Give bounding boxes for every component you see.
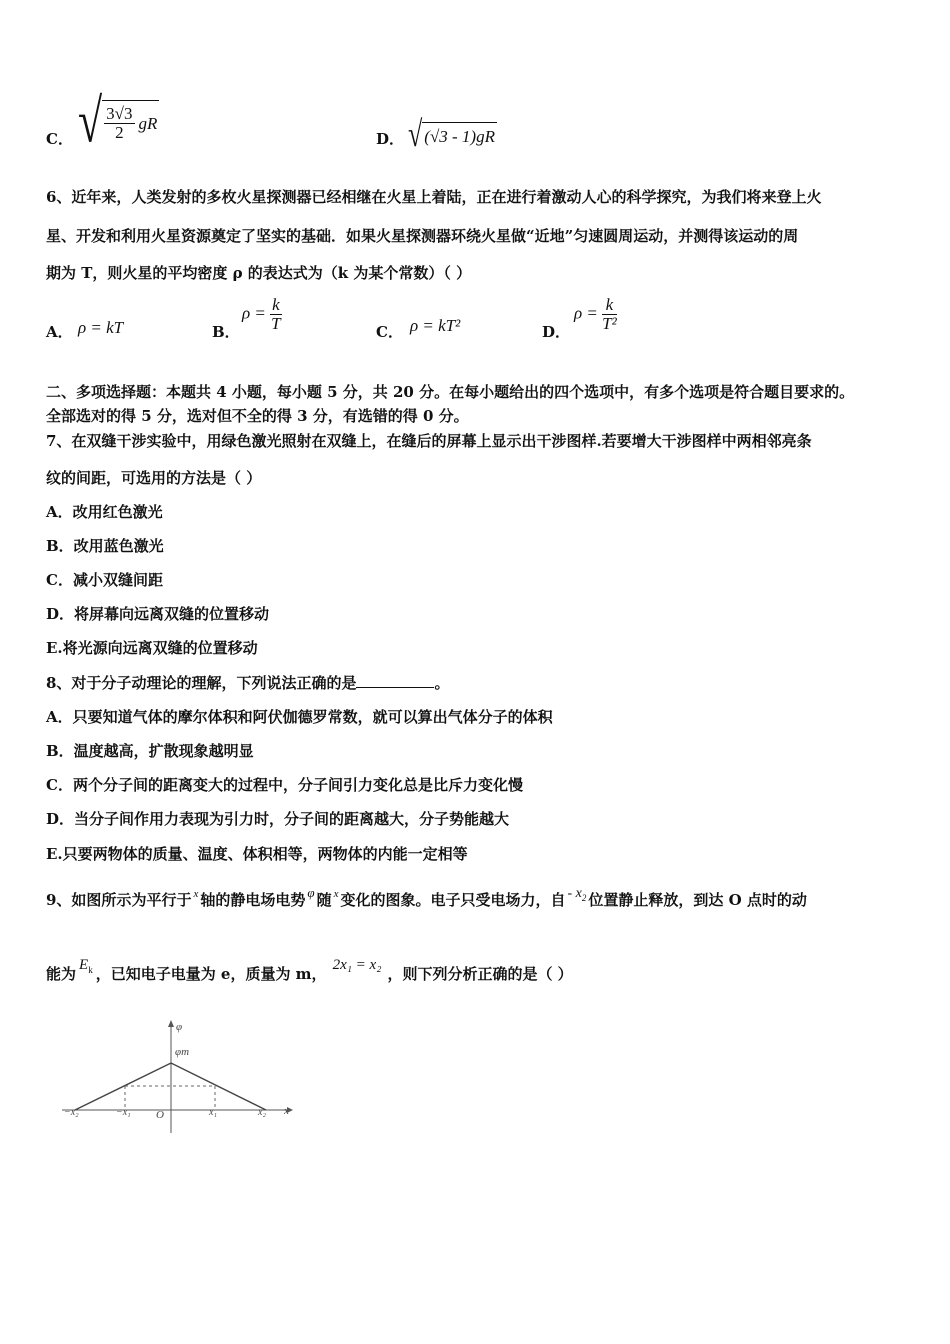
q7-option-c: C．减小双缝间距	[46, 571, 163, 589]
q6-b-lhs: ρ =	[242, 303, 266, 323]
tick-x1: x₁	[209, 1107, 217, 1118]
q9-x-symbol-2: x	[333, 888, 339, 900]
potential-graph	[55, 1015, 305, 1140]
y-axis-arrow	[168, 1020, 174, 1027]
q6-d-den: T²	[602, 314, 617, 333]
q9-text-7: ，已知电子电量为 e，质量为 m，	[95, 965, 327, 983]
q7-option-b: B．改用蓝色激光	[46, 537, 164, 555]
q9-relation: 2x₁ = x₂	[332, 957, 382, 973]
q8-stem-text: 8、对于分子动理论的理解，下列说法正确的是	[46, 674, 357, 692]
x-axis-label: x	[284, 1105, 289, 1117]
q8-option-b: B．温度越高，扩散现象越明显	[46, 742, 254, 760]
q6-stem-line1: 6、近年来，人类发射的多枚火星探测器已经相继在火星上着陆，正在进行着激动人心的科学探究，为我们将来登上火	[46, 188, 822, 206]
q9-ek-symbol: E	[79, 957, 89, 973]
q6-b-num: k	[272, 295, 280, 314]
q9-ek-sub: k	[88, 965, 93, 975]
q8-answer-blank	[356, 673, 434, 688]
q8-option-a: A．只要知道气体的摩尔体积和阿伏伽德罗常数，就可以算出气体分子的体积	[46, 708, 553, 726]
q5-option-c-expression: √ $\frac{3√3}{2}$ gR	[78, 87, 158, 156]
q7-stem-line2: 纹的间距，可选用的方法是（ ）	[46, 469, 262, 487]
q7-option-e: E.将光源向远离双缝的位置移动	[46, 639, 258, 657]
q9-neg-x2-sub: 2	[581, 892, 587, 903]
q6-d-lhs: ρ =	[574, 303, 598, 323]
q9-text-8: ，则下列分析正确的是（ ）	[387, 965, 573, 983]
q7-option-a: A．改用红色激光	[46, 503, 163, 521]
q8-option-e: E.只要两物体的质量、温度、体积相等，两物体的内能一定相等	[46, 845, 468, 863]
q6-option-a-label: A．	[46, 323, 73, 341]
q5-d-body: (√3 - 1)gR	[422, 122, 497, 148]
tick-origin: O	[156, 1109, 164, 1121]
q6-b-den: T	[271, 314, 281, 333]
tick-x2: x₂	[258, 1107, 266, 1118]
q9-neg-x2: - x	[567, 886, 582, 901]
q9-text-6: 能为	[46, 965, 77, 983]
q5-c-denominator: 2	[115, 123, 124, 142]
section2-instructions-line1: 二、多项选择题：本题共 4 小题，每小题 5 分，共 20 分。在每小题给出的四个选项中，有多个选项是符合题目要求的。	[46, 383, 855, 401]
q5-c-tail: gR	[138, 113, 158, 133]
q6-stem-line2: 星、开发和利用火星资源奠定了坚实的基础．如果火星探测器环绕火星做“近地”匀速圆周运动，并测得该运动的周	[46, 227, 799, 245]
q9-text-4: 变化的图象。电子只受电场力，自	[340, 891, 566, 909]
tick-neg-x1: −x₁	[116, 1107, 131, 1118]
q9-text-1: 9、如图所示为平行于	[46, 891, 192, 909]
q6-option-a-expr: ρ = kT	[78, 318, 124, 337]
q8-stem-end: 。	[434, 674, 450, 692]
q6-option-d-expr	[574, 296, 617, 333]
q8-option-c: C．两个分子间的距离变大的过程中，分子间引力变化总是比斥力变化慢	[46, 776, 523, 794]
q9-text-3: 随	[316, 891, 332, 909]
q6-option-d-label: D．	[542, 323, 571, 341]
q6-stem-line3: 期为 T，则火星的平均密度 ρ 的表达式为（k 为某个常数）（ ）	[46, 264, 472, 282]
q8-option-d: D．当分子间作用力表现为引力时，分子间的距离越大，分子势能越大	[46, 810, 510, 828]
q9-stem-line1	[46, 885, 807, 911]
q5-option-c-label: C．	[46, 130, 73, 148]
q6-d-num: k	[602, 296, 617, 315]
q6-option-c-label: C．	[376, 323, 403, 341]
q9-stem-line2	[46, 957, 573, 985]
peak-label: φm	[175, 1046, 190, 1058]
q6-option-b-expr	[242, 296, 282, 333]
q9-text-2: 轴的静电场电势	[200, 891, 306, 909]
y-axis-label: φ	[176, 1021, 183, 1033]
section2-instructions-line2: 全部选对的得 5 分，选对但不全的得 3 分，有选错的得 0 分。	[46, 407, 469, 425]
q7-stem-line1: 7、在双缝干涉实验中，用绿色激光照射在双缝上，在缝后的屏幕上显示出干涉图样.若要增大干涉图样中两相邻亮条	[46, 432, 812, 450]
tick-neg-x2: −x₂	[64, 1107, 79, 1118]
q6-option-c-expr: ρ = kT²	[410, 316, 461, 335]
q8-stem	[46, 672, 449, 693]
q5-option-d-label: D．	[376, 130, 405, 148]
q5-option-d-expression: √ (√3 - 1)gR	[408, 114, 495, 155]
q6-option-b-label: B．	[212, 323, 240, 341]
q9-text-5: 位置静止释放，到达 O 点时的动	[588, 891, 807, 909]
q7-option-d: D．将屏幕向远离双缝的位置移动	[46, 605, 270, 623]
q5-c-numerator: 3√3	[106, 104, 133, 123]
q9-x-symbol-1: x	[193, 888, 199, 900]
q9-phi-symbol: φ	[307, 885, 315, 900]
